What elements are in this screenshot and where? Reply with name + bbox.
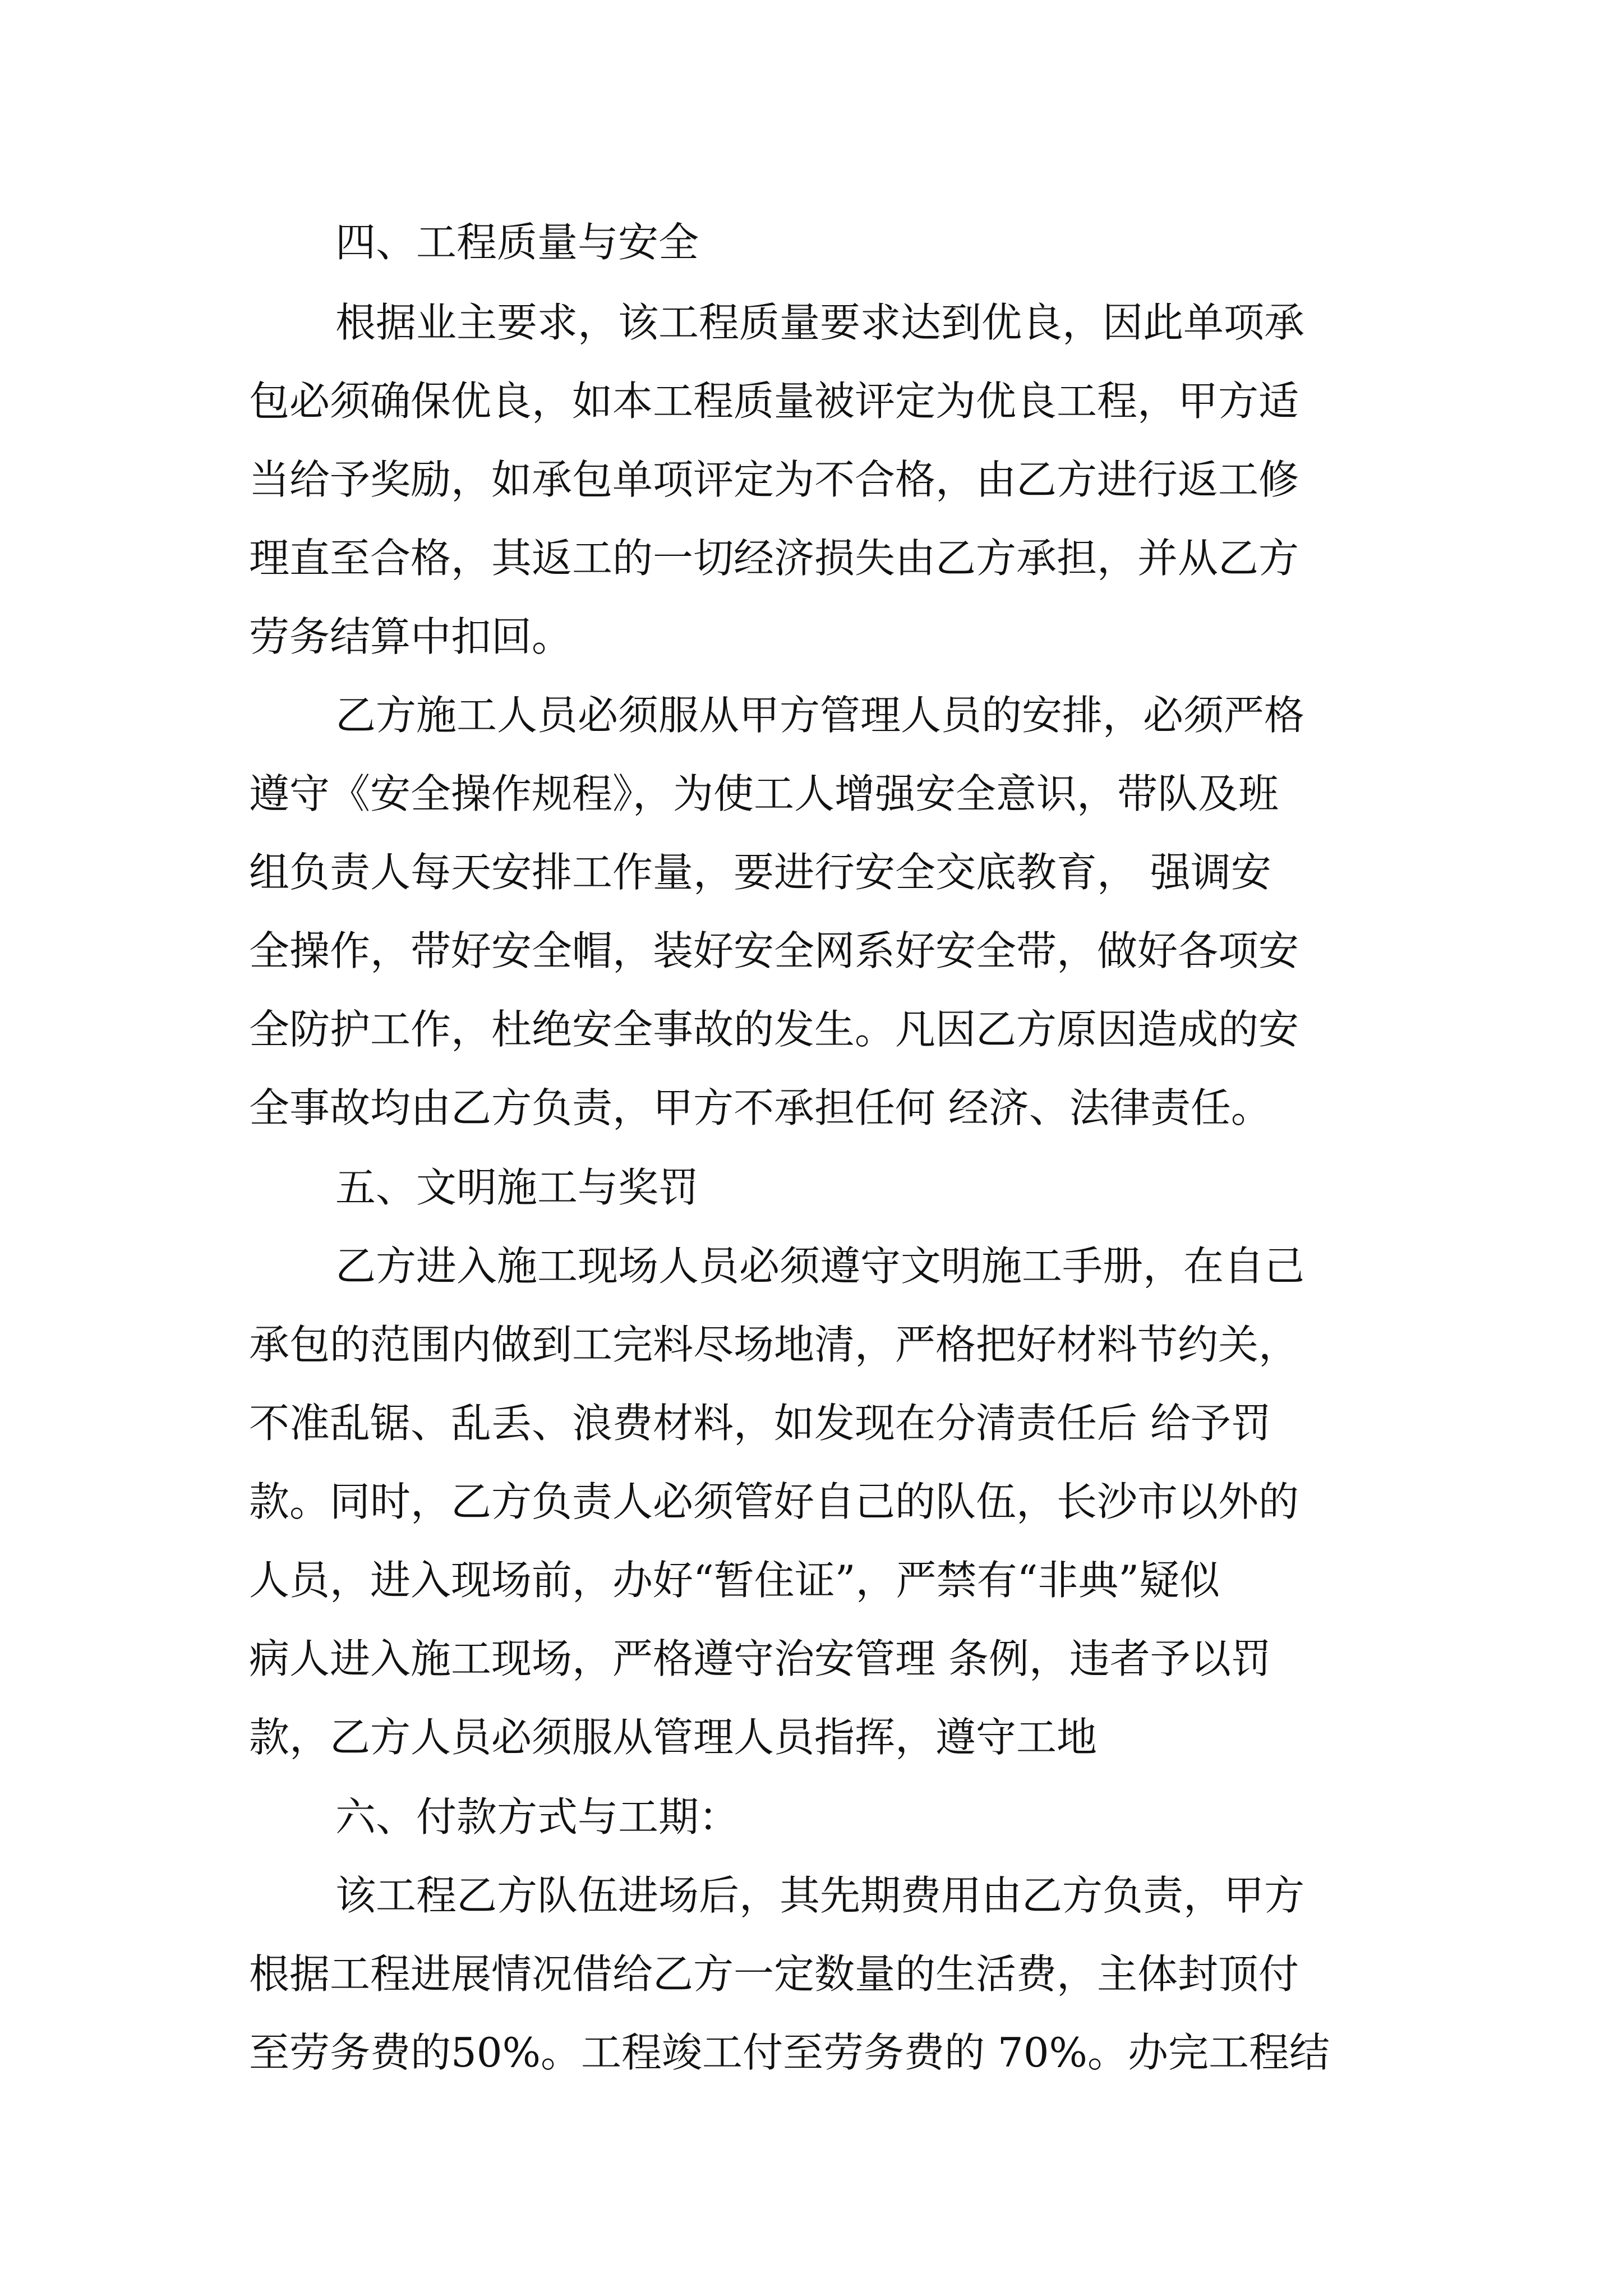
paragraph-line: 病人进入施工现场，严格遵守治安管理 条例，违者予以罚 (249, 1635, 1271, 1682)
paragraph-line: 当给予奖励，如承包单项评定为不合格，由乙方进行返工修 (249, 456, 1299, 503)
section-heading-payment-schedule: 六、付款方式与工期： (335, 1793, 740, 1841)
paragraph-line: 组负责人每天安排工作量，要进行安全交底教育， 强调安 (249, 849, 1271, 896)
paragraph-line: 全防护工作，杜绝安全事故的发生。凡因乙方原因造成的安 (249, 1006, 1299, 1053)
paragraph-line: 包必须确保优良，如本工程质量被评定为优良工程，甲方适 (249, 378, 1299, 425)
paragraph-line: 根据工程进展情况借给乙方一定数量的生活费，主体封顶付 (249, 1950, 1299, 1998)
paragraph-line: 乙方进入施工现场人员必须遵守文明施工手册，在自己 (335, 1243, 1305, 1290)
paragraph-line: 乙方施工人员必须服从甲方管理人员的安排，必须严格 (335, 692, 1305, 739)
paragraph-line: 遵守《安全操作规程》，为使工人增强安全意识，带队及班 (249, 770, 1279, 817)
section-heading-civilized-construction: 五、文明施工与奖罚 (335, 1164, 699, 1211)
paragraph-line: 劳务结算中扣回。 (249, 613, 573, 660)
paragraph-line: 承包的范围内做到工完料尽场地清，严格把好材料节约关， (249, 1321, 1299, 1368)
paragraph-line: 全操作，带好安全帽，装好安全网系好安全带，做好各项安 (249, 927, 1299, 974)
paragraph-line: 款。同时，乙方负责人必须管好自己的队伍，长沙市以外的 (249, 1478, 1299, 1525)
paragraph-line: 款，乙方人员必须服从管理人员指挥，遵守工地 (249, 1714, 1098, 1761)
paragraph-line: 根据业主要求，该工程质量要求达到优良，因此单项承 (335, 299, 1305, 346)
paragraph-line: 人员，进入现场前，办好“暂住证”，严禁有“非典”疑似 (249, 1557, 1220, 1604)
section-heading-quality-safety: 四、工程质量与安全 (335, 219, 699, 266)
paragraph-line: 该工程乙方队伍进场后，其先期费用由乙方负责，甲方 (335, 1872, 1305, 1919)
paragraph-line: 理直至合格，其返工的一切经济损失由乙方承担，并从乙方 (249, 535, 1299, 582)
paragraph-line: 至劳务费的50%。工程竣工付至劳务费的 70%。办完工程结 (249, 2029, 1330, 2076)
paragraph-line: 不准乱锯、乱丢、浪费材料，如发现在分清责任后 给予罚 (249, 1400, 1271, 1447)
paragraph-line: 全事故均由乙方负责，甲方不承担任何 经济、法律责任。 (249, 1084, 1271, 1131)
